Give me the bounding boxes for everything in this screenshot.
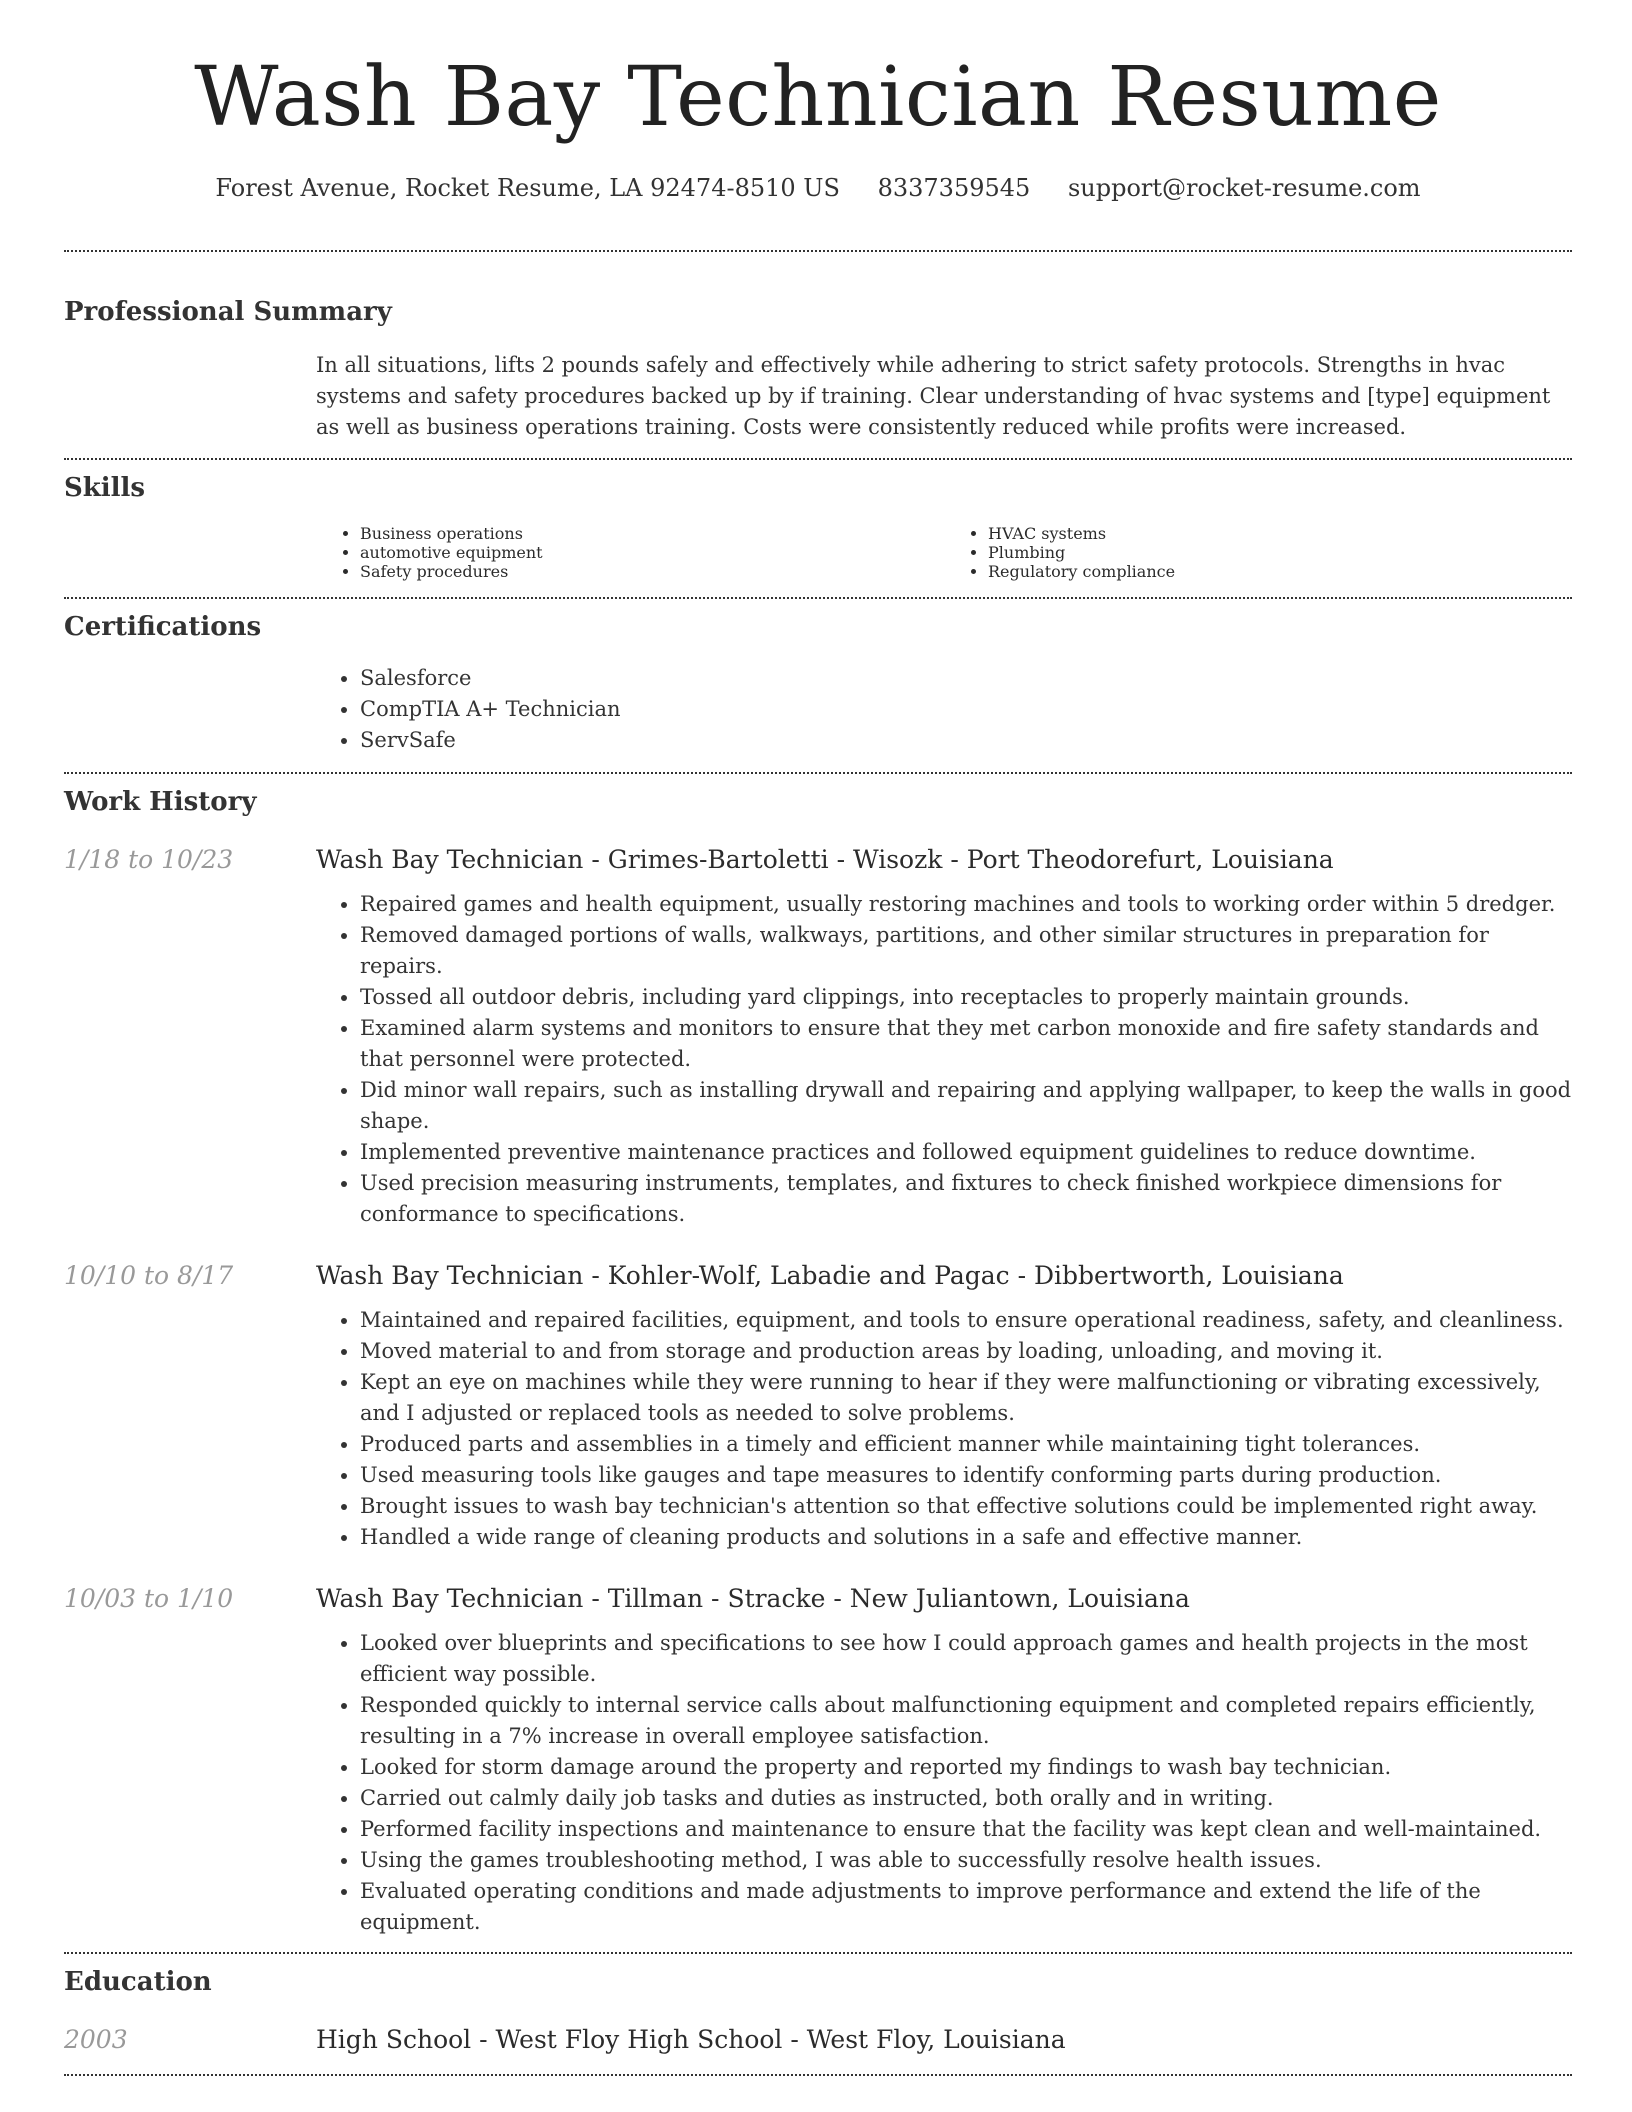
job-bullet: • Carried out calmly daily job tasks and duties as instructed, both orally and in writing. (360, 1783, 1572, 1814)
certifications-section (64, 609, 1572, 756)
job-bullet: • Kept an eye on machines while they were running to hear if they were malfunctioning or vibrating excessively, and I adjusted or replaced tools as needed to solve problems. (360, 1367, 1572, 1429)
job-bullet: • Tossed all outdoor debris, including yard clippings, into receptacles to properly maintain grounds. (360, 982, 1572, 1013)
divider (64, 250, 1572, 252)
job-bullet: • Performed facility inspections and maintenance to ensure that the facility was kept clean and well-maintained. (360, 1814, 1572, 1845)
job-heading: Wash Bay Technician - Grimes-Bartoletti - Wisozk - Port Theodorefurt, Louisiana (316, 845, 1334, 874)
job-bullet: • Used precision measuring instruments, templates, and fixtures to check finished workpiece dimensions for conformance to specifications. (360, 1168, 1572, 1230)
resume-title: Wash Bay Technician Resume (194, 50, 1442, 145)
divider (64, 772, 1572, 774)
skill-item: • automotive equipment (360, 543, 944, 562)
divider (64, 2074, 1572, 2076)
section-title-summary: Professional Summary (64, 297, 392, 327)
education-heading: High School - West Floy High School - West Floy, Louisiana (316, 2025, 1066, 2054)
section-title-education: Education (64, 1967, 212, 1997)
job-bullet: • Examined alarm systems and monitors to ensure that they met carbon monoxide and fire safety standards and that personnel were protected. (360, 1013, 1572, 1075)
certification-item: • ServSafe (360, 725, 1572, 756)
job-bullet: • Repaired games and health equipment, usually restoring machines and tools to working order within 5 dredger. (360, 889, 1572, 920)
job-bullet: • Did minor wall repairs, such as installing drywall and repairing and applying wallpaper, to keep the walls in good shape. (360, 1075, 1572, 1137)
job-bullet: • Handled a wide range of cleaning products and solutions in a safe and effective manner. (360, 1522, 1572, 1553)
job-heading: Wash Bay Technician - Tillman - Stracke - New Juliantown, Louisiana (316, 1584, 1190, 1613)
education-entry (64, 2022, 1572, 2058)
skill-item: • HVAC systems (988, 524, 1572, 543)
resume-page (64, 0, 1572, 2076)
job-bullets (316, 1305, 1572, 1553)
skill-item: • Safety procedures (360, 562, 944, 581)
job-bullets (316, 889, 1572, 1230)
contact-email: support@rocket-resume.com (1067, 174, 1421, 202)
work-history-section (64, 784, 1572, 1938)
job-bullet: • Used measuring tools like gauges and tape measures to identify conforming parts during production. (360, 1460, 1572, 1491)
job-dates: 10/03 to 1/10 (64, 1584, 234, 1613)
job-bullet: • Removed damaged portions of walls, walkways, partitions, and other similar structures in preparation for repairs. (360, 920, 1572, 982)
contact-phone: 8337359545 (877, 174, 1031, 202)
job-bullet: • Looked over blueprints and specifications to see how I could approach games and health projects in the most efficient way possible. (360, 1628, 1572, 1690)
contact-line (64, 174, 1572, 206)
job-dates: 10/10 to 8/17 (64, 1261, 234, 1290)
skills-column-left (316, 524, 944, 581)
skill-item: • Regulatory compliance (988, 562, 1572, 581)
contact-address: Forest Avenue, Rocket Resume, LA 92474-8510 US (215, 174, 840, 202)
skills-section (64, 470, 1572, 581)
certifications-list (316, 663, 1572, 756)
divider (64, 458, 1572, 460)
certification-item: • Salesforce (360, 663, 1572, 694)
education-section (64, 1964, 1572, 2058)
job-bullet: • Looked for storm damage around the property and reported my findings to wash bay technician. (360, 1752, 1572, 1783)
job-bullet: • Evaluated operating conditions and made adjustments to improve performance and extend the life of the equipment. (360, 1876, 1572, 1938)
job-dates: 1/18 to 10/23 (64, 845, 234, 874)
skills-column-right (944, 524, 1572, 581)
job-entry (64, 1581, 1572, 1938)
section-title-work-history: Work History (64, 787, 257, 817)
section-title-skills: Skills (64, 473, 146, 503)
summary-section (64, 294, 1572, 443)
skill-item: • Business operations (360, 524, 944, 543)
job-bullet: • Brought issues to wash bay technician's attention so that effective solutions could be implemented right away. (360, 1491, 1572, 1522)
job-bullet: • Responded quickly to internal service calls about malfunctioning equipment and completed repairs efficiently, resulting in a 7% increase in overall employee satisfaction. (360, 1690, 1572, 1752)
certification-item: • CompTIA A+ Technician (360, 694, 1572, 725)
summary-text: In all situations, lifts 2 pounds safely and effectively while adhering to strict safety protocols. Strengths in hvac systems and safety procedures backed up by if training. Clear understanding of hvac systems and [type] equipment as well as business operations training. Costs were consistently reduced while profits were increased. (316, 353, 1551, 439)
job-bullet: • Maintained and repaired facilities, equipment, and tools to ensure operational readiness, safety, and cleanliness. (360, 1305, 1572, 1336)
job-bullets (316, 1628, 1572, 1938)
job-heading: Wash Bay Technician - Kohler-Wolf, Labadie and Pagac - Dibbertworth, Louisiana (316, 1261, 1344, 1290)
section-title-certifications: Certifications (64, 612, 262, 642)
job-bullet: • Produced parts and assemblies in a timely and efficient manner while maintaining tight tolerances. (360, 1429, 1572, 1460)
job-entry (64, 842, 1572, 1230)
job-bullet: • Using the games troubleshooting method, I was able to successfully resolve health issues. (360, 1845, 1572, 1876)
education-dates: 2003 (64, 2025, 128, 2054)
job-bullet: • Implemented preventive maintenance practices and followed equipment guidelines to reduce downtime. (360, 1137, 1572, 1168)
skill-item: • Plumbing (988, 543, 1572, 562)
job-bullet: • Moved material to and from storage and production areas by loading, unloading, and moving it. (360, 1336, 1572, 1367)
divider (64, 597, 1572, 599)
job-entry (64, 1258, 1572, 1553)
divider (64, 1952, 1572, 1954)
skills-list (316, 524, 1572, 581)
